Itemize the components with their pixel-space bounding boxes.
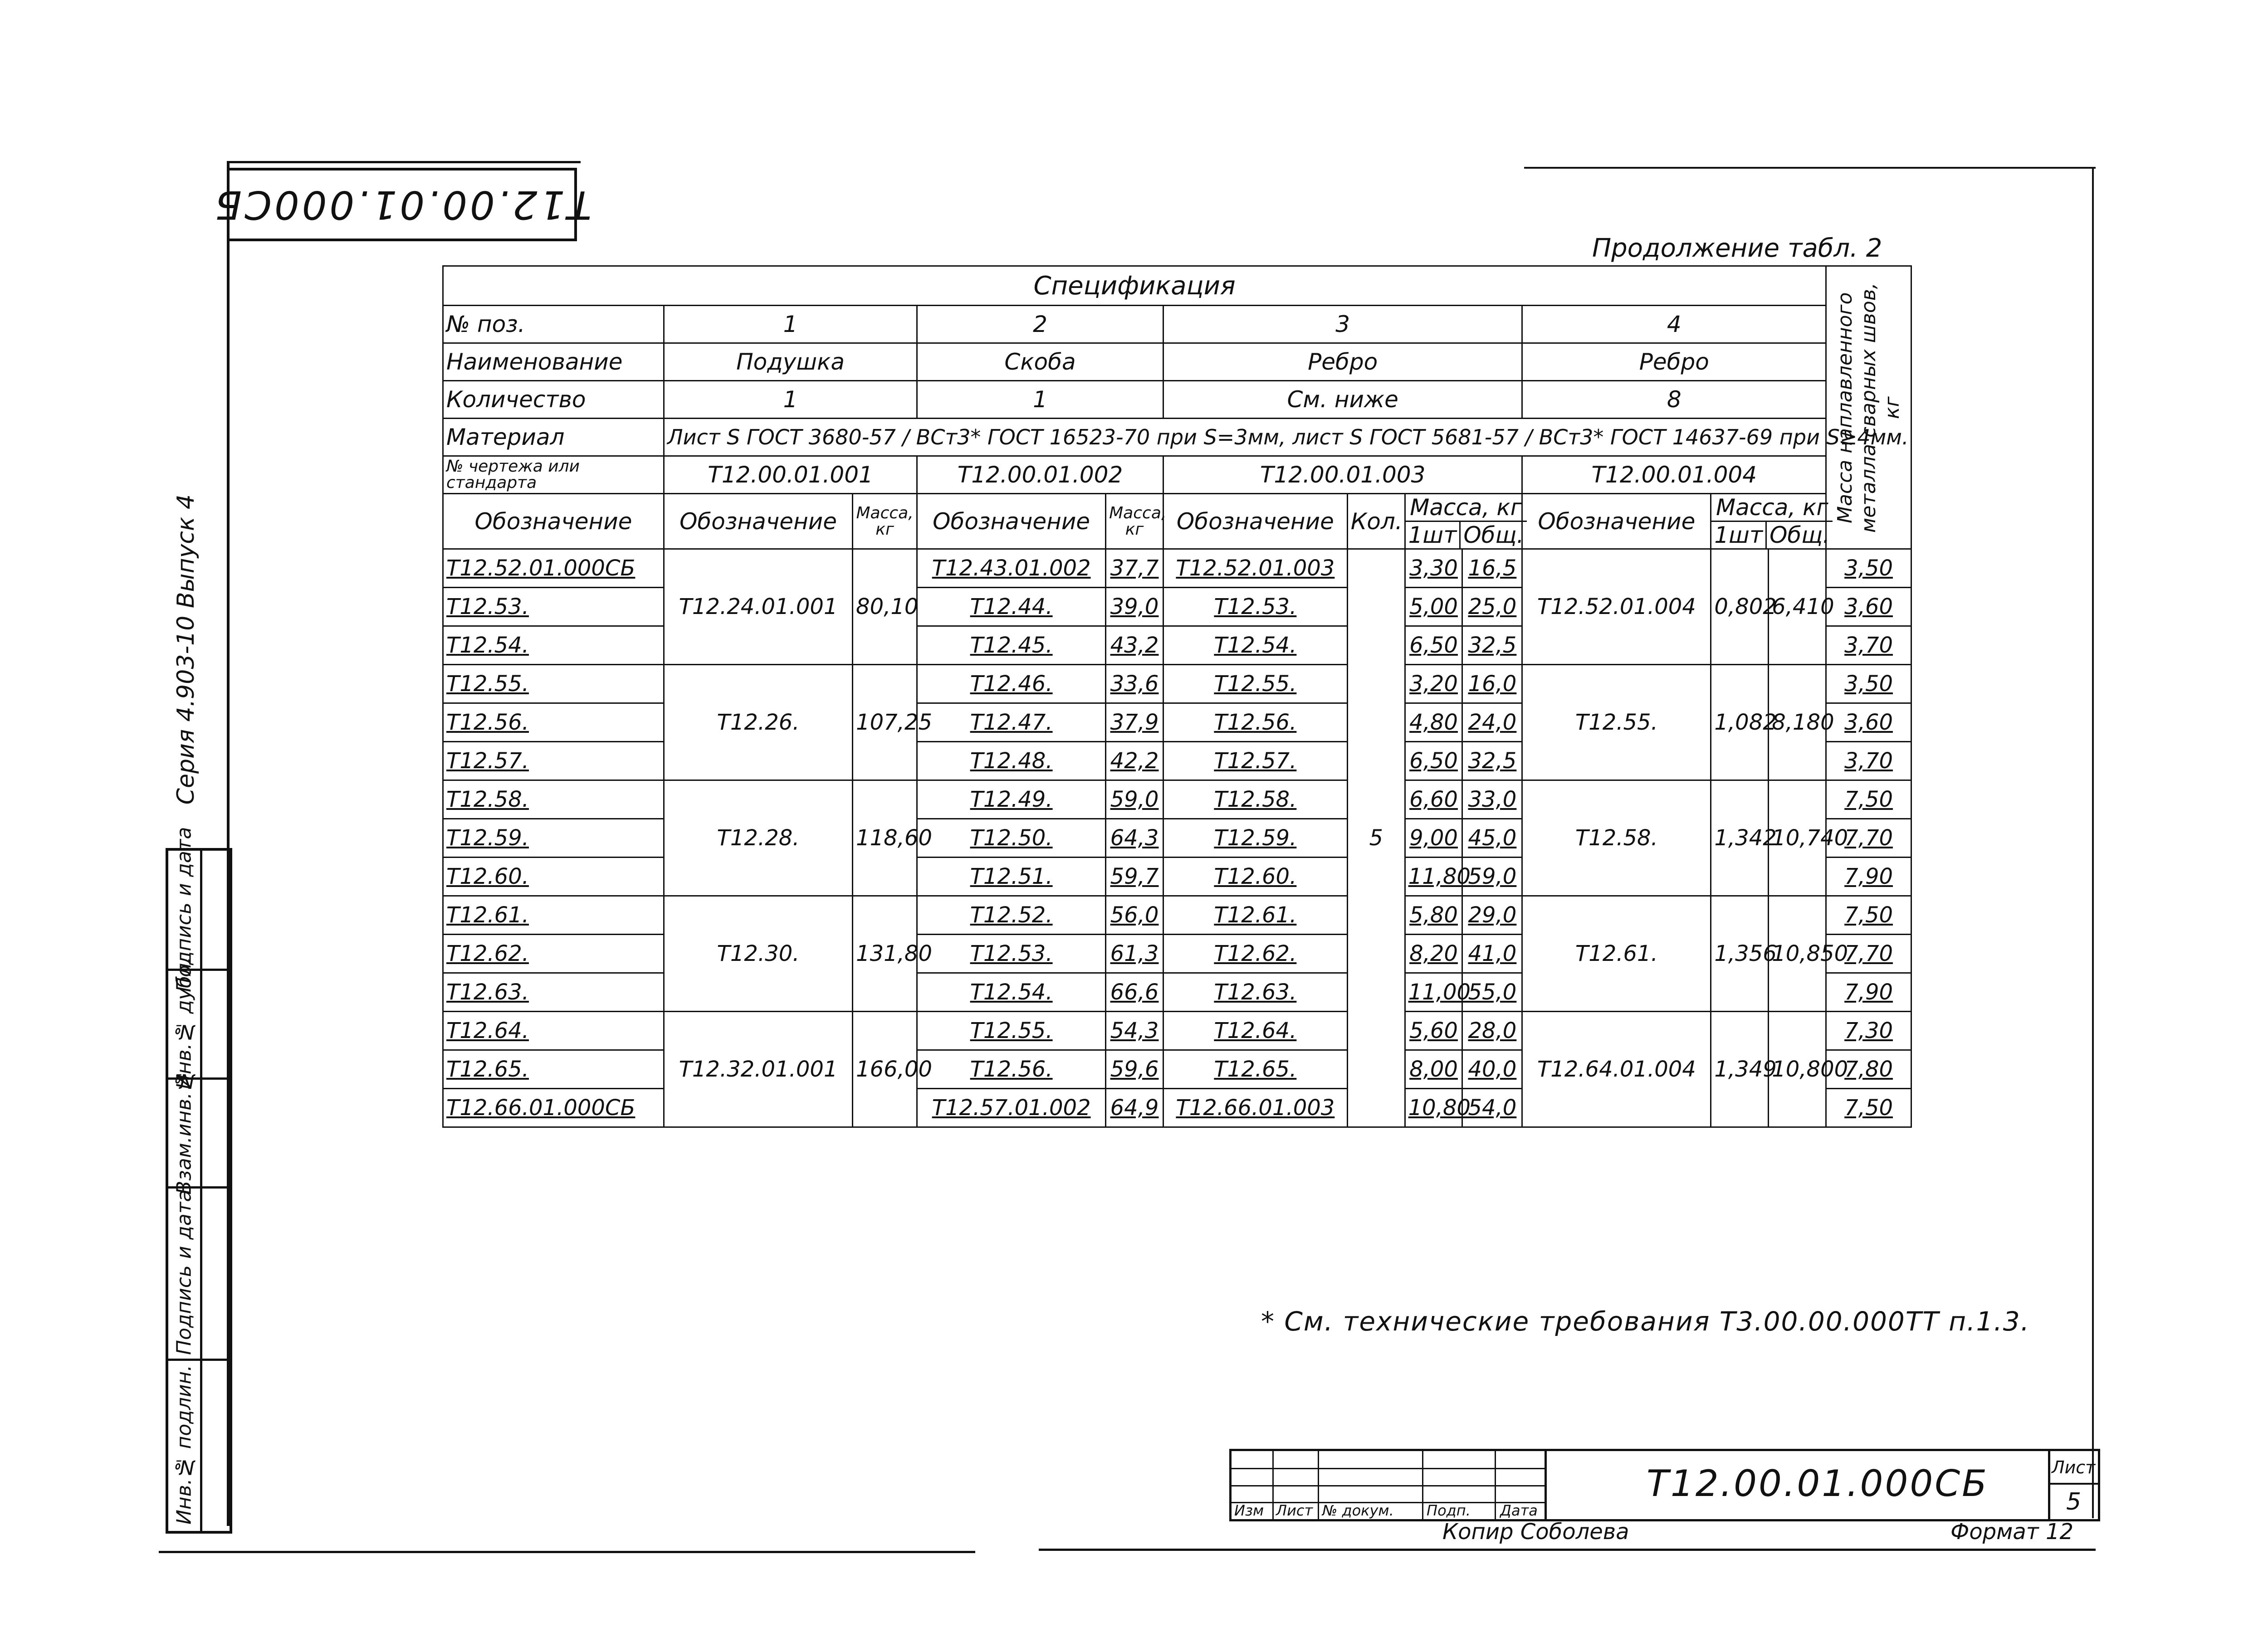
pos3-mass-total: 16,5 [1462, 549, 1522, 588]
strip-inv-dubl: Инв.№ дубл. [172, 956, 196, 1090]
weld-mass: 7,90 [1826, 973, 1911, 1012]
pos4-designation: Т12.55. [1522, 665, 1711, 780]
assembly-designation: Т12.65. [443, 1050, 664, 1089]
tb-grid-v2 [1318, 1451, 1319, 1519]
frame-bottom-left [159, 1551, 975, 1553]
pos4-mass-total: 6,410 [1769, 549, 1826, 665]
pos2-mass: 56,0 [1106, 896, 1163, 935]
pos1-designation: Т12.28. [664, 780, 853, 896]
hdr-designation-0: Обозначение [443, 494, 664, 549]
hdr-designation-3: Обозначение [1163, 494, 1347, 549]
hdr-designation-2: Обозначение [917, 494, 1106, 549]
pos4-mass-unit: 1,356 [1711, 896, 1769, 1012]
frame-right [2092, 167, 2094, 1518]
tb-col-list: Лист [1276, 1502, 1313, 1519]
pos2-mass: 33,6 [1106, 665, 1163, 703]
footnote: * См. технические требования Т3.00.00.000ТТ п.1.3. [1261, 1306, 2030, 1337]
pos4-mass-unit: 1,349 [1711, 1012, 1769, 1127]
weld-mass: 7,70 [1826, 935, 1911, 973]
pos2-designation: Т12.43.01.002 [917, 549, 1106, 588]
frame-top-right [1524, 167, 2096, 169]
table-row [443, 665, 1911, 703]
assembly-designation: Т12.61. [443, 896, 664, 935]
assembly-designation: Т12.62. [443, 935, 664, 973]
weld-mass: 7,90 [1826, 858, 1911, 896]
pos1-designation: Т12.32.01.001 [664, 1012, 853, 1127]
spec-title: Спецификация [443, 266, 1826, 306]
pos3-designation: Т12.52.01.003 [1163, 549, 1347, 588]
pos4-mass-total: 8,180 [1769, 665, 1826, 780]
pos-4: 4 [1522, 306, 1826, 343]
format-label: Формат 12 [1950, 1519, 2074, 1545]
hdr-mass-4 [1711, 494, 1830, 549]
drawing-3: Т12.00.01.003 [1163, 456, 1522, 494]
pos3-designation: Т12.63. [1163, 973, 1347, 1012]
side-stamp-strip [166, 827, 232, 1534]
weld-mass: 7,80 [1826, 1050, 1911, 1089]
hdr-designation-1: Обозначение [664, 494, 853, 549]
hdr-qty-3: Кол. [1347, 494, 1405, 549]
pos2-mass: 59,0 [1106, 780, 1163, 819]
pos3-mass-unit: 6,50 [1405, 626, 1462, 665]
hdr-mass-4-total: Общ. [1769, 522, 1830, 548]
weld-mass: 7,30 [1826, 1012, 1911, 1050]
qty-4: 8 [1522, 381, 1826, 419]
pos-3: 3 [1163, 306, 1522, 343]
continuation-label: Продолжение табл. 2 [1592, 234, 1882, 263]
label-name: Наименование [443, 343, 664, 381]
qty-2: 1 [917, 381, 1163, 419]
pos-1: 1 [664, 306, 917, 343]
pos1-mass: 80,10 [853, 549, 917, 665]
pos2-designation: Т12.50. [917, 819, 1106, 858]
pos1-mass: 118,60 [853, 780, 917, 896]
pos1-mass: 166,00 [853, 1012, 917, 1127]
weld-mass: 7,50 [1826, 896, 1911, 935]
pos2-designation: Т12.55. [917, 1012, 1106, 1050]
pos2-designation: Т12.52. [917, 896, 1106, 935]
pos3-mass-total: 33,0 [1462, 780, 1522, 819]
pos3-mass-unit: 3,30 [1405, 549, 1462, 588]
pos2-designation: Т12.45. [917, 626, 1106, 665]
pos3-designation: Т12.59. [1163, 819, 1347, 858]
strip-sign-date-1: Подпись и дата [172, 827, 196, 993]
assembly-designation: Т12.58. [443, 780, 664, 819]
pos4-designation: Т12.64.01.004 [1522, 1012, 1711, 1127]
pos2-designation: Т12.53. [917, 935, 1106, 973]
hdr-mass-1: Масса, кг [853, 494, 917, 549]
tb-sheet-label: Лист [2052, 1457, 2096, 1477]
hdr-mass-4-title: Масса, кг [1711, 494, 1833, 521]
pos2-mass: 54,3 [1106, 1012, 1163, 1050]
pos3-mass-total: 24,0 [1462, 703, 1522, 742]
tb-grid-v3 [1422, 1451, 1423, 1519]
weld-mass: 3,50 [1826, 665, 1911, 703]
pos3-designation: Т12.57. [1163, 742, 1347, 780]
pos3-mass-unit: 11,00 [1405, 973, 1462, 1012]
pos3-mass-total: 54,0 [1462, 1089, 1522, 1127]
pos2-designation: Т12.46. [917, 665, 1106, 703]
pos2-mass: 37,9 [1106, 703, 1163, 742]
drawing-code-stamp: Т12.00.01.000СБ [227, 168, 577, 241]
label-qty: Количество [443, 381, 664, 419]
tb-grid-h2 [1232, 1485, 1545, 1486]
name-1: Подушка [664, 343, 917, 381]
tb-sheet-divider [2048, 1451, 2050, 1519]
strip-vzam-inv: Взам.инв.№ [172, 1069, 196, 1194]
pos3-designation: Т12.58. [1163, 780, 1347, 819]
pos3-mass-total: 29,0 [1462, 896, 1522, 935]
drawing-4: Т12.00.01.004 [1522, 456, 1826, 494]
pos3-mass-total: 32,5 [1462, 742, 1522, 780]
pos2-designation: Т12.54. [917, 973, 1106, 1012]
pos2-designation: Т12.51. [917, 858, 1106, 896]
pos2-mass: 59,6 [1106, 1050, 1163, 1089]
hdr-mass-3 [1405, 494, 1522, 549]
pos3-designation: Т12.53. [1163, 588, 1347, 626]
pos1-designation: Т12.30. [664, 896, 853, 1012]
pos2-designation: Т12.49. [917, 780, 1106, 819]
pos2-mass: 43,2 [1106, 626, 1163, 665]
pos3-designation: Т12.62. [1163, 935, 1347, 973]
pos4-mass-total: 10,850 [1769, 896, 1826, 1012]
pos4-mass-total: 10,800 [1769, 1012, 1826, 1127]
pos3-designation: Т12.60. [1163, 858, 1347, 896]
hdr-mass-3-total: Общ. [1463, 522, 1524, 548]
strip-inv-podl: Инв.№ подлин. [172, 1364, 196, 1525]
pos3-designation: Т12.55. [1163, 665, 1347, 703]
pos3-mass-unit: 5,00 [1405, 588, 1462, 626]
pos2-designation: Т12.44. [917, 588, 1106, 626]
label-drawing: № чертежа или стандарта [443, 456, 664, 494]
weld-mass: 7,70 [1826, 819, 1911, 858]
pos2-mass: 66,6 [1106, 973, 1163, 1012]
hdr-mass-3-title: Масса, кг [1406, 494, 1527, 521]
copier-label: Копир Соболева [1442, 1519, 1629, 1545]
label-pos: № поз. [443, 306, 664, 343]
pos3-mass-unit: 5,80 [1405, 896, 1462, 935]
assembly-designation: Т12.54. [443, 626, 664, 665]
pos3-designation: Т12.54. [1163, 626, 1347, 665]
pos2-mass: 42,2 [1106, 742, 1163, 780]
pos2-designation: Т12.48. [917, 742, 1106, 780]
pos3-mass-total: 16,0 [1462, 665, 1522, 703]
weld-mass: 3,60 [1826, 588, 1911, 626]
assembly-designation: Т12.56. [443, 703, 664, 742]
pos2-mass: 37,7 [1106, 549, 1163, 588]
pos3-mass-total: 41,0 [1462, 935, 1522, 973]
pos2-designation: Т12.57.01.002 [917, 1089, 1106, 1127]
pos3-designation: Т12.64. [1163, 1012, 1347, 1050]
pos1-designation: Т12.24.01.001 [664, 549, 853, 665]
assembly-designation: Т12.52.01.000СБ [443, 549, 664, 588]
pos2-designation: Т12.47. [917, 703, 1106, 742]
pos3-mass-unit: 6,50 [1405, 742, 1462, 780]
tb-grid-v4 [1495, 1451, 1496, 1519]
weld-mass: 7,50 [1826, 1089, 1911, 1127]
material-value: Лист S ГОСТ 3680-57 / ВСт3* ГОСТ 16523-70 при S=3мм, лист S ГОСТ 5681-57 / ВСт3* ГОСТ 14637-69 при S≥4мм. [664, 419, 1826, 456]
table-row [443, 1012, 1911, 1050]
pos2-mass: 64,3 [1106, 819, 1163, 858]
name-2: Скоба [917, 343, 1163, 381]
pos3-mass-unit: 11,80 [1405, 858, 1462, 896]
hdr-designation-4: Обозначение [1522, 494, 1711, 549]
table-row [443, 549, 1911, 588]
qty-3: См. ниже [1163, 381, 1522, 419]
pos3-qty: 5 [1347, 549, 1405, 1127]
pos3-mass-unit: 4,80 [1405, 703, 1462, 742]
hdr-mass-2: Масса, кг [1106, 494, 1163, 549]
name-3: Ребро [1163, 343, 1522, 381]
weld-mass: 3,70 [1826, 626, 1911, 665]
name-4: Ребро [1522, 343, 1826, 381]
pos3-mass-total: 55,0 [1462, 973, 1522, 1012]
tb-col-doc: № докум. [1322, 1502, 1394, 1519]
pos2-mass: 59,7 [1106, 858, 1163, 896]
tb-col-date: Дата [1500, 1502, 1538, 1519]
pos3-mass-unit: 3,20 [1405, 665, 1462, 703]
pos4-designation: Т12.58. [1522, 780, 1711, 896]
tb-main-divider [1545, 1451, 1547, 1519]
pos3-mass-total: 28,0 [1462, 1012, 1522, 1050]
frame-bottom-right [1039, 1549, 2096, 1551]
pos3-designation: Т12.65. [1163, 1050, 1347, 1089]
series-label: Серия 4.903-10 Выпуск 4 [172, 494, 200, 805]
assembly-designation: Т12.64. [443, 1012, 664, 1050]
label-material: Материал [443, 419, 664, 456]
pos-2: 2 [917, 306, 1163, 343]
weld-mass-header: Масса наплавленного металла сварных швов, кг [1826, 266, 1911, 549]
pos1-designation: Т12.26. [664, 665, 853, 780]
strip-sign-date-2: Подпись и дата [172, 1189, 196, 1355]
pos3-mass-total: 59,0 [1462, 858, 1522, 896]
assembly-designation: Т12.60. [443, 858, 664, 896]
pos2-mass: 64,9 [1106, 1089, 1163, 1127]
pos4-mass-unit: 1,082 [1711, 665, 1769, 780]
pos2-designation: Т12.56. [917, 1050, 1106, 1089]
tb-sheet-number: 5 [2066, 1488, 2082, 1515]
tb-sheet-hline [2048, 1483, 2098, 1485]
drawing-1: Т12.00.01.001 [664, 456, 917, 494]
pos4-mass-total: 10,740 [1769, 780, 1826, 896]
pos1-mass: 107,25 [853, 665, 917, 780]
assembly-designation: Т12.57. [443, 742, 664, 780]
weld-mass: 3,70 [1826, 742, 1911, 780]
tb-grid-h1 [1232, 1468, 1545, 1469]
weld-mass: 7,50 [1826, 780, 1911, 819]
assembly-designation: Т12.53. [443, 588, 664, 626]
titleblock-code: Т12.00.01.000СБ [1647, 1462, 1989, 1505]
drawing-2: Т12.00.01.002 [917, 456, 1163, 494]
tb-col-izm: Изм [1234, 1502, 1264, 1519]
pos3-designation: Т12.56. [1163, 703, 1347, 742]
specification-table [442, 265, 1912, 1128]
assembly-designation: Т12.55. [443, 665, 664, 703]
pos3-mass-unit: 8,20 [1405, 935, 1462, 973]
pos2-mass: 39,0 [1106, 588, 1163, 626]
pos3-mass-total: 45,0 [1462, 819, 1522, 858]
pos3-designation: Т12.61. [1163, 896, 1347, 935]
pos3-designation: Т12.66.01.003 [1163, 1089, 1347, 1127]
pos3-mass-unit: 8,00 [1405, 1050, 1462, 1089]
tb-grid-v1 [1272, 1451, 1274, 1519]
pos3-mass-total: 32,5 [1462, 626, 1522, 665]
spec-data-body [443, 549, 1911, 1127]
hdr-mass-3-unit: 1шт [1406, 521, 1460, 549]
table-row [443, 780, 1911, 819]
pos2-mass: 61,3 [1106, 935, 1163, 973]
pos3-mass-total: 25,0 [1462, 588, 1522, 626]
pos3-mass-total: 40,0 [1462, 1050, 1522, 1089]
pos3-mass-unit: 10,80 [1405, 1089, 1462, 1127]
pos4-designation: Т12.52.01.004 [1522, 549, 1711, 665]
assembly-designation: Т12.66.01.000СБ [443, 1089, 664, 1127]
weld-mass: 3,50 [1826, 549, 1911, 588]
pos3-mass-unit: 9,00 [1405, 819, 1462, 858]
strip-divider [200, 851, 202, 1531]
assembly-designation: Т12.59. [443, 819, 664, 858]
assembly-designation: Т12.63. [443, 973, 664, 1012]
pos3-mass-unit: 5,60 [1405, 1012, 1462, 1050]
pos4-designation: Т12.61. [1522, 896, 1711, 1012]
pos3-mass-unit: 6,60 [1405, 780, 1462, 819]
weld-mass: 3,60 [1826, 703, 1911, 742]
table-row [443, 896, 1911, 935]
pos4-mass-unit: 1,342 [1711, 780, 1769, 896]
frame-top-left [227, 161, 581, 163]
pos1-mass: 131,80 [853, 896, 917, 1012]
qty-1: 1 [664, 381, 917, 419]
pos4-mass-unit: 0,802 [1711, 549, 1769, 665]
hdr-mass-4-unit: 1шт [1711, 521, 1766, 549]
tb-col-sign: Подп. [1427, 1502, 1471, 1519]
